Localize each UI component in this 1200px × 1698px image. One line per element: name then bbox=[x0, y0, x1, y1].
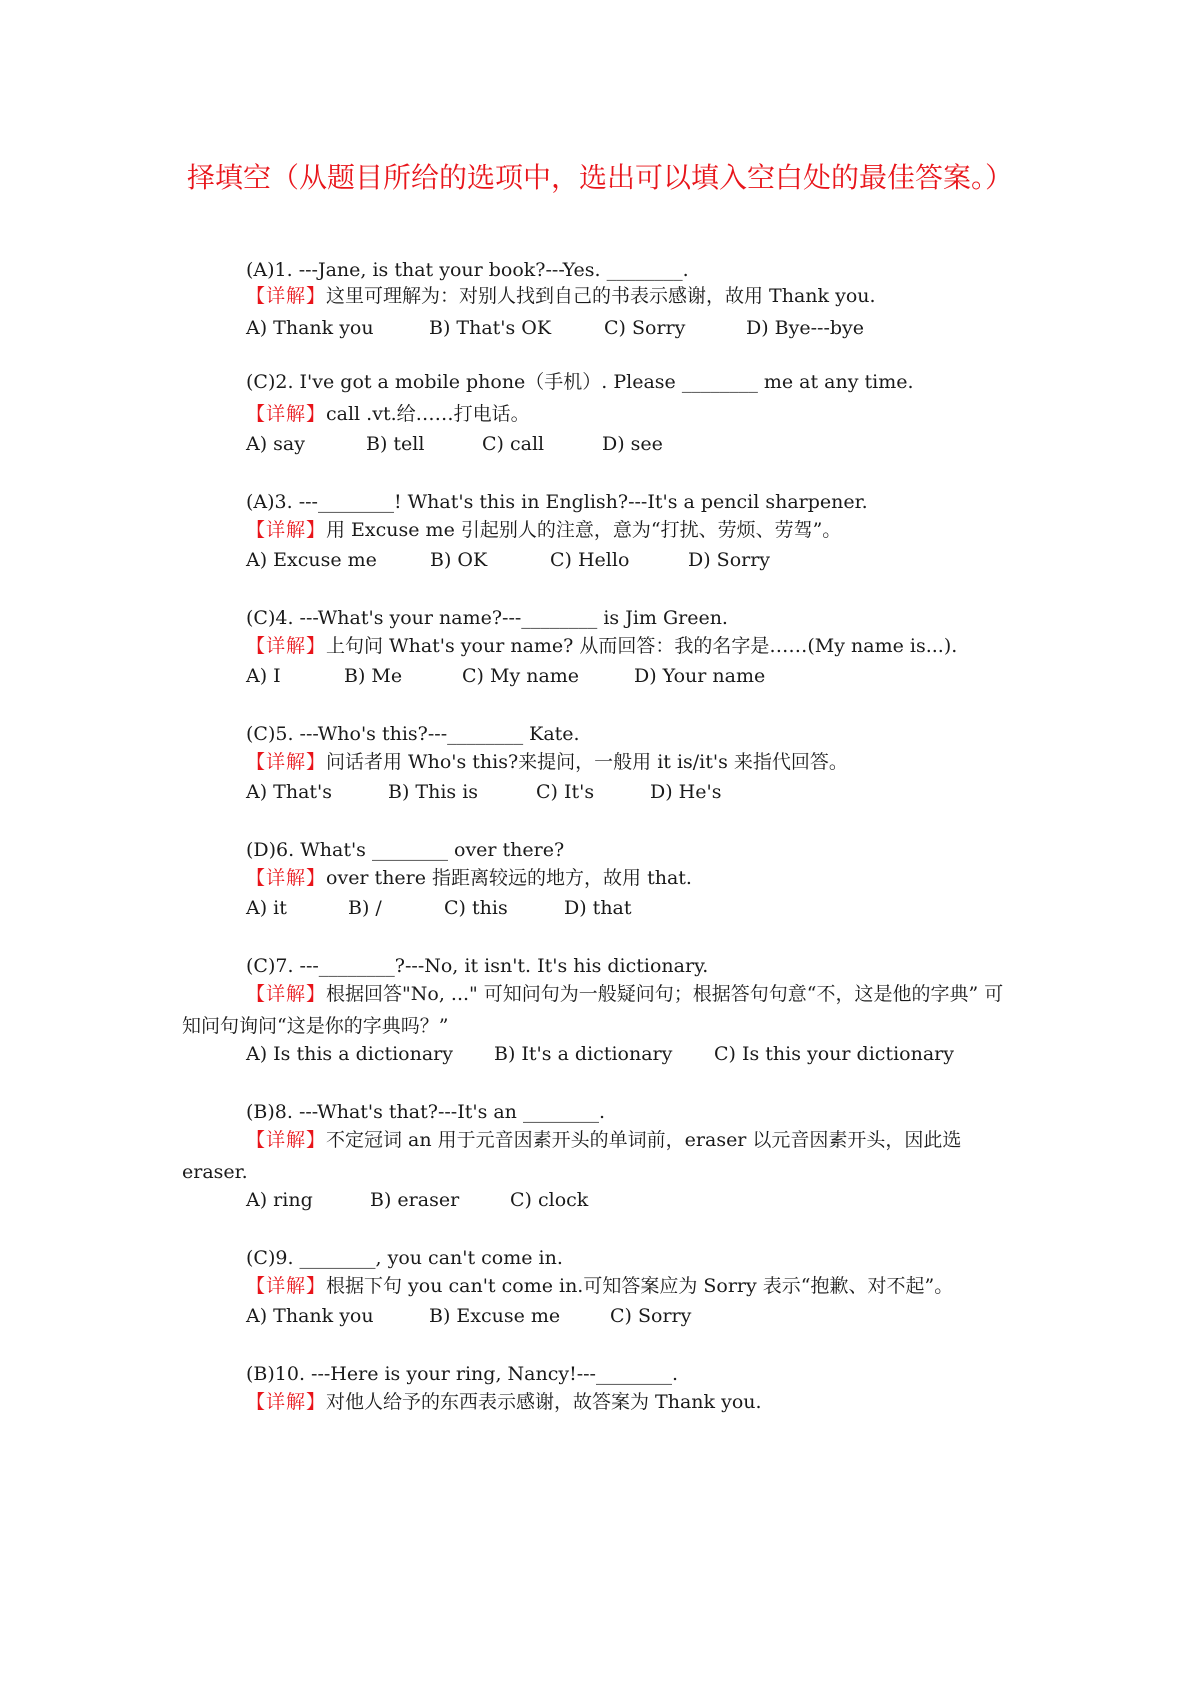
question-detail bbox=[182, 1124, 1020, 1188]
option-c: C) Hello bbox=[550, 549, 630, 571]
question-stem: (A)3. ---________! What's this in English?---It's a pencil sharpener. bbox=[246, 491, 868, 513]
detail-text: over there 指距离较远的地方，故用 that. bbox=[326, 867, 692, 889]
detail-text: 根据回答"No, ..." 可知问句为一般疑问句；根据答句句意“不，这是他的字典” 可知问句询问“这是你的字典吗？” bbox=[182, 983, 1004, 1037]
question-stem: (C)2. I've got a mobile phone（手机）. Please ________ me at any time. bbox=[246, 371, 914, 393]
option-a: A) it bbox=[246, 897, 287, 919]
question-stem: (B)10. ---Here is your ring, Nancy!---________. bbox=[246, 1363, 679, 1385]
question-detail bbox=[182, 978, 1020, 1042]
option-b: B) That's OK bbox=[429, 317, 552, 339]
question-stem: (C)7. ---________?---No, it isn't. It's his dictionary. bbox=[246, 955, 709, 977]
detail-tag: 【详解】 bbox=[246, 285, 327, 307]
option-c: C) It's bbox=[536, 781, 595, 803]
option-c: C) Is this your dictionary bbox=[714, 1043, 954, 1065]
option-c: C) Sorry bbox=[610, 1305, 692, 1327]
question-stem: (D)6. What's ________ over there? bbox=[246, 839, 565, 861]
detail-tag: 【详解】 bbox=[246, 983, 327, 1005]
question-detail bbox=[246, 280, 1020, 312]
question-detail bbox=[246, 1270, 1020, 1302]
page-title: 择填空（从题目所给的选项中，选出可以填入空白处的最佳答案。） bbox=[186, 161, 1013, 194]
question-detail bbox=[246, 746, 1020, 778]
detail-tag: 【详解】 bbox=[246, 867, 327, 889]
question-stem: (C)9. ________, you can't come in. bbox=[246, 1247, 563, 1269]
option-b: B) eraser bbox=[370, 1189, 460, 1211]
option-c: C) call bbox=[482, 433, 545, 455]
detail-tag: 【详解】 bbox=[246, 1391, 327, 1413]
option-d: D) Bye---bye bbox=[746, 317, 865, 339]
detail-text: 对他人给予的东西表示感谢，故答案为 Thank you. bbox=[326, 1391, 762, 1413]
question-stem: (A)1. ---Jane, is that your book?---Yes. ________. bbox=[246, 259, 689, 281]
question-stem: (C)4. ---What's your name?---________ is Jim Green. bbox=[246, 607, 728, 629]
option-b: B) OK bbox=[430, 549, 488, 571]
question-detail bbox=[246, 1386, 1020, 1418]
detail-text: 用 Excuse me 引起别人的注意，意为“打扰、劳烦、劳驾”。 bbox=[326, 519, 842, 541]
option-a: A) ring bbox=[246, 1189, 313, 1211]
detail-text: 根据下句 you can't come in.可知答案应为 Sorry 表示“抱歉、对不起”。 bbox=[326, 1275, 954, 1297]
option-b: B) Me bbox=[344, 665, 403, 687]
option-c: C) clock bbox=[510, 1189, 589, 1211]
option-c: C) this bbox=[444, 897, 508, 919]
detail-tag: 【详解】 bbox=[246, 1129, 327, 1151]
option-a: A) Thank you bbox=[246, 1305, 374, 1327]
question-stem: (C)5. ---Who's this?---________ Kate. bbox=[246, 723, 580, 745]
option-a: A) I bbox=[246, 665, 281, 687]
option-a: A) Is this a dictionary bbox=[246, 1043, 453, 1065]
detail-tag: 【详解】 bbox=[246, 751, 327, 773]
option-a: A) say bbox=[246, 433, 305, 455]
option-d: D) He's bbox=[650, 781, 722, 803]
option-d: D) Sorry bbox=[688, 549, 771, 571]
option-b: B) Excuse me bbox=[429, 1305, 561, 1327]
option-b: B) / bbox=[348, 897, 382, 919]
option-d: D) see bbox=[602, 433, 663, 455]
detail-text: 问话者用 Who's this?来提问，一般用 it is/it's 来指代回答。 bbox=[326, 751, 848, 773]
option-c: C) Sorry bbox=[604, 317, 686, 339]
detail-tag: 【详解】 bbox=[246, 519, 327, 541]
option-b: B) It's a dictionary bbox=[494, 1043, 673, 1065]
option-a: A) Thank you bbox=[246, 317, 374, 339]
question-stem: (B)8. ---What's that?---It's an ________. bbox=[246, 1101, 605, 1123]
option-a: A) That's bbox=[246, 781, 333, 803]
detail-tag: 【详解】 bbox=[246, 635, 327, 657]
detail-text: call .vt.给……打电话。 bbox=[326, 403, 530, 425]
detail-tag: 【详解】 bbox=[246, 1275, 327, 1297]
question-detail bbox=[246, 630, 1020, 662]
option-a: A) Excuse me bbox=[246, 549, 377, 571]
option-b: B) This is bbox=[388, 781, 479, 803]
option-d: D) that bbox=[564, 897, 632, 919]
question-detail bbox=[246, 862, 1020, 894]
option-d: D) Your name bbox=[634, 665, 766, 687]
option-b: B) tell bbox=[366, 433, 425, 455]
detail-text: 上句问 What's your name? 从而回答：我的名字是……(My name is...). bbox=[326, 635, 958, 657]
detail-text: 这里可理解为：对别人找到自己的书表示感谢，故用 Thank you. bbox=[326, 285, 876, 307]
detail-text: 不定冠词 an 用于元音因素开头的单词前，eraser 以元音因素开头，因此选 eraser. bbox=[182, 1129, 962, 1183]
detail-tag: 【详解】 bbox=[246, 403, 327, 425]
question-detail bbox=[246, 398, 1020, 430]
option-c: C) My name bbox=[462, 665, 580, 687]
question-detail bbox=[246, 514, 1020, 546]
